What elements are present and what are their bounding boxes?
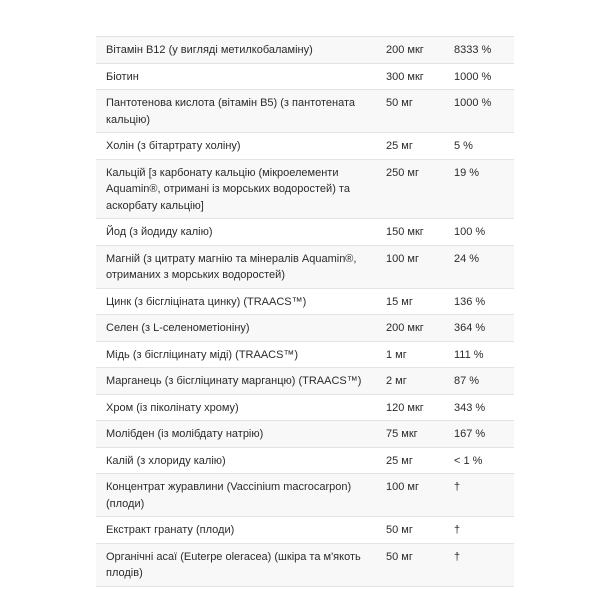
ingredient-daily-value: 87 % — [446, 368, 514, 395]
ingredient-name: Магній (з цитрату магнію та мінералів Aquamin®, отриманих з морських водоростей) — [96, 245, 378, 288]
ingredient-name: Кальцій [з карбонату кальцію (мікроелементи Aquamin®, отримані із морських водоростей) та аскорбату кальцію] — [96, 159, 378, 219]
table-row — [96, 447, 514, 474]
ingredient-daily-value: 100 % — [446, 219, 514, 246]
ingredient-amount: 25 мг — [378, 133, 446, 160]
ingredient-daily-value: 1000 % — [446, 63, 514, 90]
table-row — [96, 341, 514, 368]
ingredient-amount: 150 мкг — [378, 219, 446, 246]
ingredient-amount: 120 мкг — [378, 394, 446, 421]
table-row — [96, 368, 514, 395]
table-row — [96, 37, 514, 64]
ingredient-amount: 200 мкг — [378, 315, 446, 342]
ingredient-name: Органічні асаї (Euterpe oleracea) (шкіра та м'якоть плодів) — [96, 543, 378, 586]
table-row — [96, 63, 514, 90]
ingredient-name: Концентрат журавлини (Vaccinium macrocarpon) (плоди) — [96, 474, 378, 517]
ingredient-daily-value: 24 % — [446, 245, 514, 288]
ingredient-daily-value: 5 % — [446, 133, 514, 160]
ingredient-name: Екстракт гранату (плоди) — [96, 517, 378, 544]
ingredient-daily-value: 111 % — [446, 341, 514, 368]
ingredient-amount: 200 мкг — [378, 37, 446, 64]
ingredient-name: Молібден (із молібдату натрію) — [96, 421, 378, 448]
table-row — [96, 517, 514, 544]
ingredient-daily-value: 1000 % — [446, 90, 514, 133]
ingredient-amount: 50 мг — [378, 90, 446, 133]
ingredient-name: Вітамін B12 (у вигляді метилкобаламіну) — [96, 37, 378, 64]
ingredient-daily-value: 19 % — [446, 159, 514, 219]
table-row — [96, 315, 514, 342]
table-row — [96, 394, 514, 421]
table-row — [96, 159, 514, 219]
table-row — [96, 90, 514, 133]
ingredient-name: Цинк (з бісгліціната цинку) (TRAACS™) — [96, 288, 378, 315]
ingredient-name: Калій (з хлориду калію) — [96, 447, 378, 474]
ingredient-amount: 25 мг — [378, 447, 446, 474]
supplement-facts-table-container — [96, 36, 514, 587]
ingredient-daily-value: 8333 % — [446, 37, 514, 64]
ingredient-daily-value: 343 % — [446, 394, 514, 421]
ingredient-name: Хром (із піколінату хрому) — [96, 394, 378, 421]
table-row — [96, 288, 514, 315]
table-row — [96, 219, 514, 246]
ingredient-name: Холін (з бітартрату холіну) — [96, 133, 378, 160]
ingredient-name: Біотин — [96, 63, 378, 90]
ingredient-name: Марганець (з бісгліцинату марганцю) (TRAACS™) — [96, 368, 378, 395]
supplement-facts-table — [96, 36, 514, 587]
ingredient-amount: 2 мг — [378, 368, 446, 395]
table-row — [96, 474, 514, 517]
ingredient-amount: 50 мг — [378, 517, 446, 544]
ingredient-amount: 1 мг — [378, 341, 446, 368]
ingredient-name: Селен (з L-селенометіоніну) — [96, 315, 378, 342]
ingredient-daily-value: † — [446, 474, 514, 517]
ingredient-amount: 15 мг — [378, 288, 446, 315]
ingredient-daily-value: 364 % — [446, 315, 514, 342]
ingredient-amount: 250 мг — [378, 159, 446, 219]
ingredient-name: Йод (з йодиду калію) — [96, 219, 378, 246]
ingredient-daily-value: 167 % — [446, 421, 514, 448]
table-row — [96, 543, 514, 586]
ingredient-daily-value: < 1 % — [446, 447, 514, 474]
ingredient-amount: 100 мг — [378, 245, 446, 288]
ingredient-amount: 75 мкг — [378, 421, 446, 448]
ingredient-amount: 300 мкг — [378, 63, 446, 90]
ingredient-daily-value: † — [446, 517, 514, 544]
ingredient-daily-value: 136 % — [446, 288, 514, 315]
table-row — [96, 421, 514, 448]
ingredient-amount: 50 мг — [378, 543, 446, 586]
ingredient-name: Мідь (з бісгліцинату міді) (TRAACS™) — [96, 341, 378, 368]
table-row — [96, 245, 514, 288]
table-row — [96, 133, 514, 160]
ingredient-name: Пантотенова кислота (вітамін B5) (з пантотената кальцію) — [96, 90, 378, 133]
ingredient-amount: 100 мг — [378, 474, 446, 517]
ingredient-daily-value: † — [446, 543, 514, 586]
